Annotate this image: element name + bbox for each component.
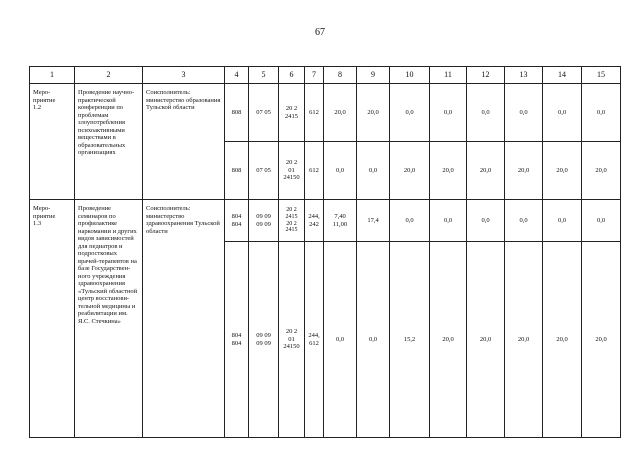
cell-c14: 20,0 [543,142,582,200]
measure-name: Проведение семинаров по профилактике наркомании и других видов зависимостей для педиатров и подростковых врачей-терапевтов на базе Государствен-ного учреждения здравоохранения «Тульский областной центр восстанови-тельной медицины и реабилитации им. Я.С. Стечкина» [75,200,143,438]
measure-executor: Соисполнитель: министерство образования Тульской области [143,84,225,200]
header-cell: 3 [143,67,225,84]
cell-c12: 0,0 [467,200,505,242]
cell-c13: 0,0 [505,200,543,242]
cell-c15: 0,0 [582,84,621,142]
table-header-row [30,67,621,84]
cell-c13: 20,0 [505,142,543,200]
cell-c7: 612 [305,142,324,200]
cell-c4: 808 [225,84,249,142]
cell-c12: 20,0 [467,142,505,200]
header-cell: 1 [30,67,75,84]
cell-c11: 0,0 [430,200,467,242]
header-cell: 10 [390,67,430,84]
cell-c6: 20 2 01 24150 [279,142,305,200]
cell-c8: 0,0 [324,242,357,438]
header-cell: 11 [430,67,467,84]
cell-c15: 20,0 [582,142,621,200]
cell-c5: 09 09 09 09 [249,242,279,438]
cell-c7: 244, 242 [305,200,324,242]
cell-c14: 0,0 [543,84,582,142]
page-number: 67 [315,27,325,38]
header-cell: 12 [467,67,505,84]
cell-c11: 0,0 [430,84,467,142]
cell-c9: 20,0 [357,84,390,142]
cell-c15: 0,0 [582,200,621,242]
header-cell: 4 [225,67,249,84]
cell-c8: 7,40 11,00 [324,200,357,242]
cell-c6: 20 2 2415 [279,84,305,142]
header-cell: 5 [249,67,279,84]
cell-c4: 808 [225,142,249,200]
cell-c11: 20,0 [430,242,467,438]
budget-table [29,66,621,438]
cell-c5: 09 09 09 09 [249,200,279,242]
header-cell: 14 [543,67,582,84]
cell-c5: 07 05 [249,142,279,200]
cell-c4: 804 804 [225,242,249,438]
cell-c6: 20 2 2415 20 2 2415 [279,200,305,242]
measure-executor: Соисполнитель: министерство здравоохранения Тульской области [143,200,225,438]
header-cell: 13 [505,67,543,84]
cell-c10: 0,0 [390,84,430,142]
cell-c14: 20,0 [543,242,582,438]
header-cell: 6 [279,67,305,84]
cell-c5: 07 05 [249,84,279,142]
cell-c6: 20 2 01 24150 [279,242,305,438]
cell-c4: 804 804 [225,200,249,242]
cell-c12: 20,0 [467,242,505,438]
header-cell: 2 [75,67,143,84]
table-row [30,84,621,142]
header-cell: 9 [357,67,390,84]
cell-c13: 20,0 [505,242,543,438]
cell-c8: 0,0 [324,142,357,200]
cell-c8: 20,0 [324,84,357,142]
cell-c7: 244, 612 [305,242,324,438]
cell-c10: 15,2 [390,242,430,438]
measure-number: Меро- приятие 1.2 [30,84,75,200]
cell-c10: 0,0 [390,200,430,242]
cell-c14: 0,0 [543,200,582,242]
cell-c12: 0,0 [467,84,505,142]
cell-c11: 20,0 [430,142,467,200]
cell-c15: 20,0 [582,242,621,438]
cell-c13: 0,0 [505,84,543,142]
measure-name: Проведение научно-практической конференции по проблемам злоупотребления психоактивными веществами в образовательных организациях [75,84,143,200]
cell-c10: 20,0 [390,142,430,200]
header-cell: 7 [305,67,324,84]
cell-c7: 612 [305,84,324,142]
measure-number: Меро- приятие 1.3 [30,200,75,438]
cell-c9: 17,4 [357,200,390,242]
header-cell: 15 [582,67,621,84]
cell-c9: 0,0 [357,142,390,200]
cell-c9: 0,0 [357,242,390,438]
table-row [30,200,621,242]
header-cell: 8 [324,67,357,84]
